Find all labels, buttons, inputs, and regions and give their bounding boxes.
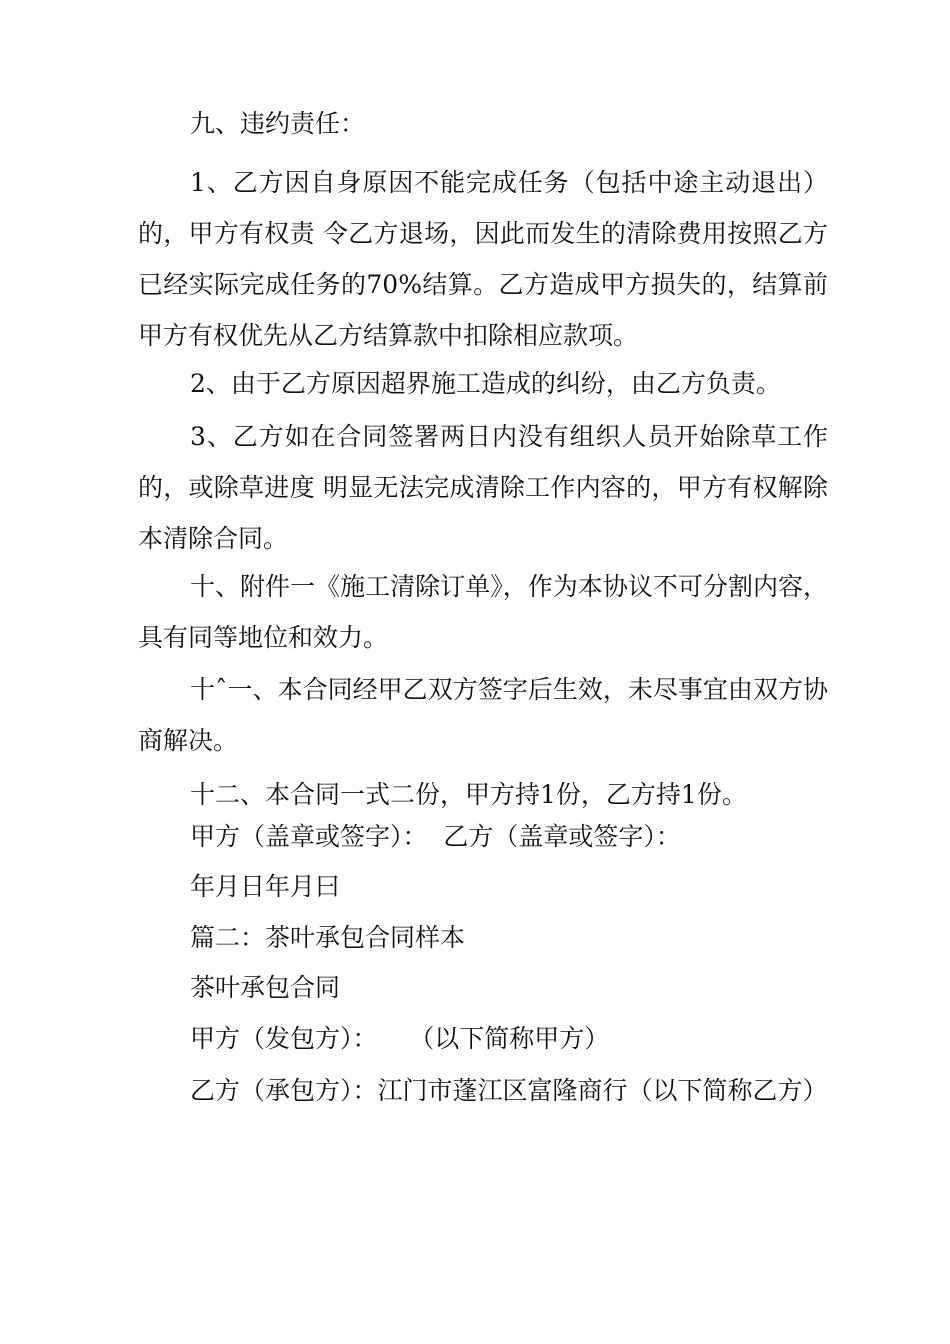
clause-nine-heading: 九、违约责任：: [190, 109, 366, 138]
contract-title: 茶叶承包合同: [190, 973, 341, 1002]
clause-nine-item-3: 3、乙方如在合同签署两日内没有组织人员开始除草工作的，或除草进度 明显无法完成清除工作内容的，甲方有权解除本清除合同。: [138, 422, 828, 553]
clause-twelve: 十二、本合同一式二份，甲方持1份，乙方持1份。: [190, 780, 747, 809]
section-title: 篇二：茶叶承包合同样本: [190, 923, 466, 952]
signature-line: 甲方（盖章或签字）： 乙方（盖章或签字）：: [190, 822, 681, 851]
date-line: 年月日年月曰: [190, 872, 341, 901]
clause-eleven: 十ˆ一、本合同经甲乙双方签字后生效，未尽事宜由双方协商解决。: [138, 675, 828, 755]
clause-nine-item-1: 1、乙方因自身原因不能完成任务（包括中途主动退出）的，甲方有权责 令乙方退场，因此而发生的清除费用按照乙方已经实际完成任务的70%结算。乙方造成甲方损失的，结算前甲方有权优先从乙方结算款中扣除相应款项。: [138, 168, 828, 350]
party-a-line: 甲方（发包方）： （以下简称甲方）: [190, 1024, 610, 1053]
clause-nine-item-2: 2、由于乙方原因超界施工造成的纠纷，由乙方负责。: [190, 369, 781, 398]
party-b-line: 乙方（承包方）：江门市蓬江区富隆商行（以下简称乙方）: [190, 1076, 828, 1105]
clause-ten: 十、附件一《施工清除订单》，作为本协议不可分割内容，具有同等地位和效力。: [138, 572, 828, 652]
